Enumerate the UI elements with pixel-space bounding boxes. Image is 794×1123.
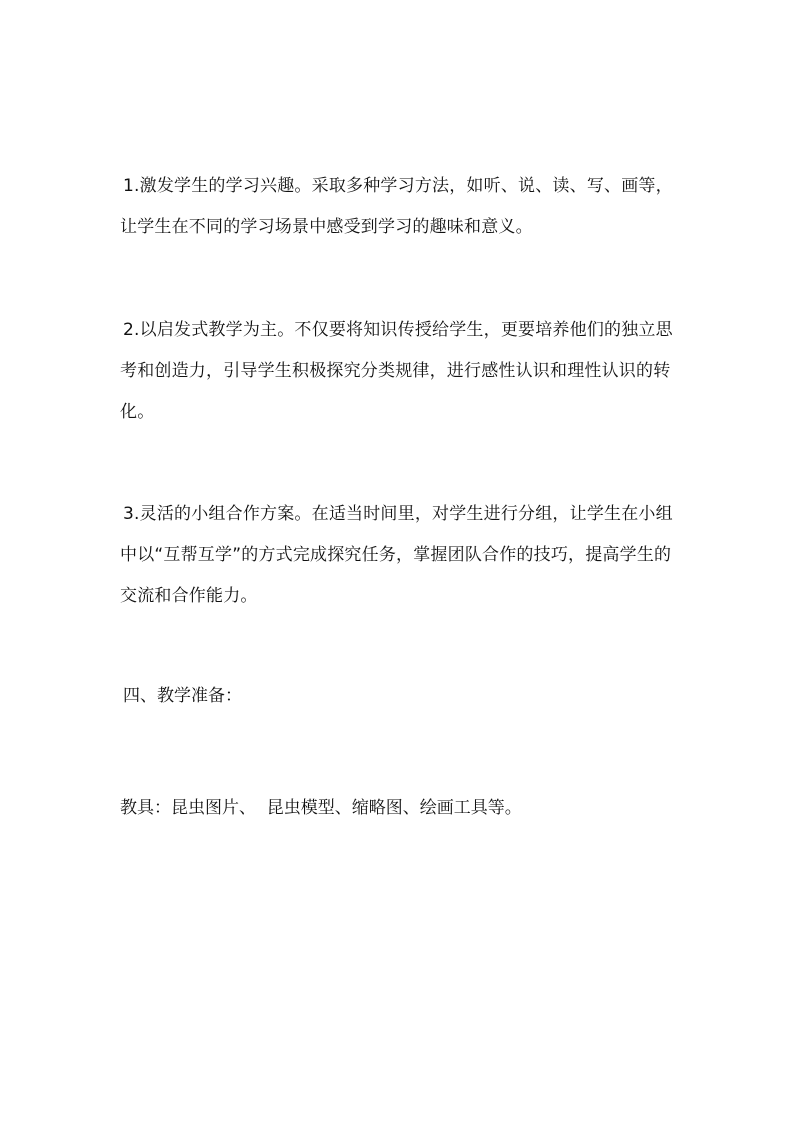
- section-heading: 四、教学准备：: [123, 686, 242, 706]
- paragraph-1: 1.激发学生的学习兴趣。采取多种学习方法，如听、说、读、写、画等，让学生在不同的学习场景中感受到学习的趣味和意义。: [120, 176, 673, 237]
- paragraph-2: 2.以启发式教学为主。不仅要将知识传授给学生，更要培养他们的独立思考和创造力，引导学生积极探究分类规律，进行感性认识和理性认识的转化。: [120, 320, 673, 422]
- teaching-tools-line: 教具：昆虫图片、 昆虫模型、缩略图、绘画工具等。: [120, 798, 522, 818]
- paragraph-3: 3.灵活的小组合作方案。在适当时间里，对学生进行分组，让学生在小组中以“互帮互学”的方式完成探究任务，掌握团队合作的技巧，提高学生的交流和合作能力。: [120, 504, 673, 606]
